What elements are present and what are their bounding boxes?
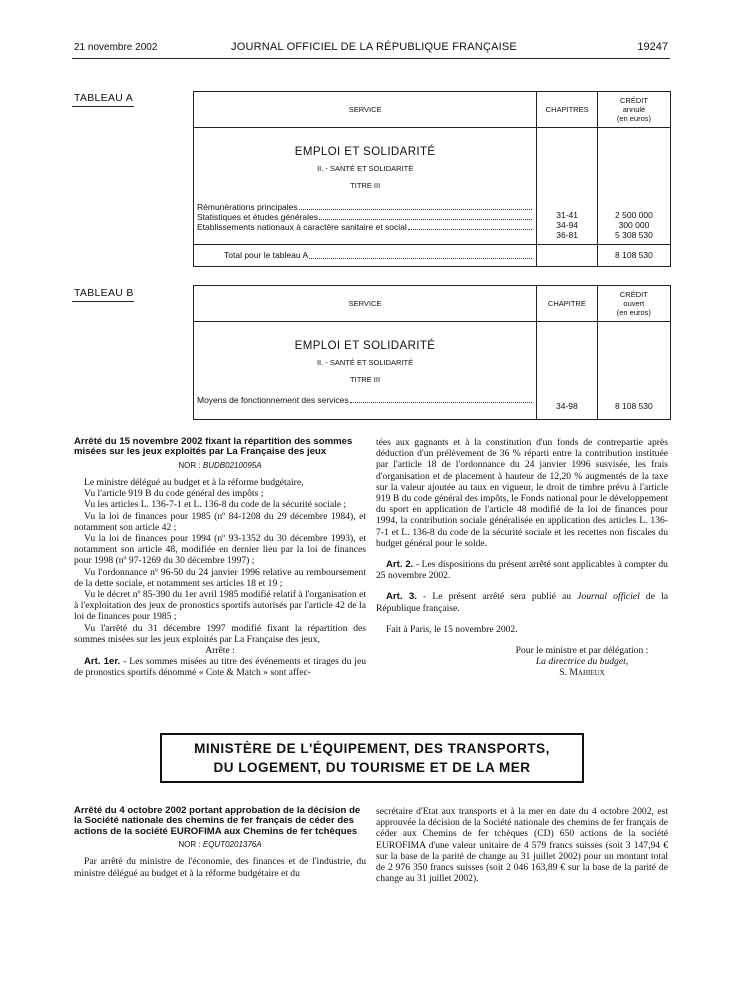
tableau-a-total-empty-cell	[537, 245, 598, 267]
tableau-a-credit-cell	[597, 128, 670, 245]
tableau-a-total-value-cell	[597, 245, 670, 267]
arrete-1-left-column	[74, 437, 366, 679]
table-row	[194, 222, 536, 232]
tableau-a-label: TABLEAU A	[74, 92, 134, 104]
tableau-b-label: TABLEAU B	[74, 287, 134, 299]
tableau-a-chapitres-cell	[537, 128, 598, 245]
section-heading: II. - SANTÉ ET SOLIDARITÉ	[317, 164, 414, 173]
tableau-a-total-label-cell	[194, 245, 537, 267]
ministry-banner-line: MINISTÈRE DE L'ÉQUIPEMENT, DES TRANSPORTS,	[194, 741, 550, 756]
article-2-label: Art. 2.	[386, 559, 414, 571]
article-3-text-b: de la République française.	[376, 591, 668, 614]
paragraph: Vu le décret nº 85-390 du 1er avril 1985 modifié relatif à l'organisation et à l'exploitation des jeux de pronostics sportifs autorisés par l'article 42 de la loi de finances pour 1985 ;	[74, 589, 366, 623]
arrete-word: Arrête :	[205, 645, 235, 657]
article-3-label: Art. 3.	[386, 591, 417, 603]
paragraph: Vu l'ordonnance nº 96-50 du 24 janvier 1996 relative au remboursement de la dette sociale, et notamment ses articles 18 et 19 ;	[74, 566, 366, 589]
paragraph: Vu la loi de finances pour 1985 (nº 84-1208 du 29 décembre 1984), et notamment son article 42 ;	[74, 510, 366, 533]
article-1-label: Art. 1er.	[84, 656, 121, 668]
row-label: Rémunérations principales	[197, 202, 298, 212]
credit-header-line: annulé	[622, 105, 646, 114]
credit-header-line: (en euros)	[616, 308, 651, 317]
tableau-b-col-chapitre: CHAPITRE	[537, 286, 598, 322]
article-2-text: - Les dispositions du présent arrêté sont applicables à compter du 25 novembre 2002.	[376, 559, 668, 582]
signature-block	[376, 645, 668, 679]
chapitre-value: 34-98	[556, 401, 578, 411]
arrete-2-nor	[74, 839, 366, 850]
credit-value: 300 000	[618, 220, 650, 230]
tableau-b-table	[193, 285, 671, 420]
header-date: 21 novembre 2002	[74, 42, 158, 53]
article-1-text: - Les sommes misées au titre des événements et tirages du jeu de pronostics sportifs dénommé « Cote & Match » sont affec-	[74, 656, 366, 679]
tableau-a-col-service: SERVICE	[194, 92, 537, 128]
arrete-2-title: Arrêté du 4 octobre 2002 portant approbation de la décision de la Société nationale des chemins de fer français de céder des actions de la société EUROFIMA aux Chemins de fer tchèques	[74, 805, 361, 837]
fait-a-paris: Fait à Paris, le 15 novembre 2002.	[386, 623, 518, 635]
tableau-b-underline	[72, 301, 134, 302]
tableau-b-col-credit	[597, 286, 670, 322]
paragraph: Vu la loi de finances pour 1994 (nº 93-1352 du 30 décembre 1993), et notamment son article 48, modifiée en dernier lieu par la loi de finances pour 1998 (nº 97-1269 du 30 décembre 1997) ;	[74, 533, 366, 567]
tableau-a-underline	[72, 106, 134, 107]
article-3-text-a: - Le présent arrêté sera publié au	[416, 591, 578, 603]
tableau-b-chapitre-cell	[537, 322, 598, 420]
credit-header-line: (en euros)	[616, 114, 652, 123]
tableau-a-table	[193, 91, 671, 267]
dot-leader	[299, 209, 533, 210]
titre-heading: TITRE III	[350, 181, 381, 190]
titre-heading: TITRE III	[350, 375, 381, 384]
credit-value: 2 500 000	[615, 210, 653, 220]
credit-header-line: ouvert	[623, 299, 645, 308]
row-label: Statistiques et études générales	[197, 212, 318, 222]
signature-name: S. Mahieux	[559, 667, 605, 679]
ministry-heading: EMPLOI ET SOLIDARITÉ	[294, 146, 436, 158]
arrete-2-left-column	[74, 806, 366, 879]
credit-header-line: CRÉDIT	[619, 290, 648, 299]
arrete-1-nor	[74, 460, 366, 471]
paragraph: Vu l'article 919 B du code général des impôts ;	[84, 488, 264, 500]
table-row	[194, 212, 536, 222]
tableau-a-col-chapitres: CHAPITRES	[537, 92, 598, 128]
nor-label: NOR :	[178, 460, 201, 470]
table-row	[194, 202, 536, 212]
ministry-banner	[160, 733, 584, 783]
tableau-b-service-cell	[194, 322, 537, 420]
tableau-a-service-cell	[194, 128, 537, 245]
header-journal-title: JOURNAL OFFICIEL DE LA RÉPUBLIQUE FRANÇAISE	[231, 41, 517, 53]
paragraph: Par arrêté du ministre de l'économie, des finances et de l'industrie, du ministre délégué au budget et à la réforme budgétaire et du	[74, 856, 366, 879]
header-rule	[72, 58, 670, 59]
nor-code: BUDB0210095A	[202, 460, 262, 470]
article-1-start	[74, 656, 366, 678]
row-label: Moyens de fonctionnement des services	[197, 395, 349, 405]
dot-leader	[350, 402, 532, 403]
article-1-continuation: tées aux gagnants et à la constitution d'un fonds de contrepartie après déduction d'un prélèvement de 36 % réparti entre la contribution instituée par l'article 18 de l'ordonnance du 24 janvier 1996 susvisée, les frais d'organisation et de placement à hauteur de 12,20 % augmentés de la taxe sur la valeur ajoutée au taux en vigueur, le droit de timbre prévu à l'article 919 B du code général des impôts, le Fonds national pour le développement du sport en application de l'article 48 modifié de la loi de finances pour 1994, la contribution sociale généralisée en application des articles L. 136-7-1 et L. 136-8 du code de la sécurité sociale et les recettes non fiscales du budget général pour le solde.	[376, 437, 668, 549]
paragraph: secrétaire d'Etat aux transports et à la mer en date du 4 octobre 2002, est approuvée la décision de la Société nationale des chemins de fer français de céder aux Chemins de fer tchèques (CD) 650 actions de la société EUROFIMA d'une valeur unitaire de 4 579 francs suisses (soit 3 147,94 € sur la base de la parité de change au 31 juillet 2002) pour un montant total de 2 976 350 francs suisses (soit 2 046 163,89 € sur la base de la parité de change au 31 juillet 2002).	[376, 806, 668, 885]
arrete-1-title: Arrêté du 15 novembre 2002 fixant la répartition des sommes misées sur les jeux exploités par La Française des jeux	[74, 436, 353, 458]
signature-line: La directrice du budget,	[535, 656, 629, 668]
paragraph: Vu l'arrêté du 31 décembre 1997 modifié fixant la répartition des sommes misées sur les jeux exploités par La Française des jeux,	[74, 622, 366, 645]
table-row	[194, 395, 536, 405]
dot-leader	[319, 219, 532, 220]
article-2	[376, 559, 668, 581]
chapitre-value: 36-81	[556, 230, 578, 240]
tableau-b-col-service: SERVICE	[194, 286, 537, 322]
arrete-1-right-column	[376, 437, 668, 679]
chapitre-value: 34-94	[556, 220, 578, 230]
credit-value: 8 108 530	[614, 401, 653, 411]
total-value: 8 108 530	[615, 250, 653, 261]
arrete-2-right-column	[376, 806, 668, 884]
credit-value: 5 308 530	[615, 230, 653, 240]
signature-line: Pour le ministre et par délégation :	[515, 645, 649, 657]
row-label: Etablissements nationaux à caractère sanitaire et social	[197, 222, 407, 232]
section-heading: II. - SANTÉ ET SOLIDARITÉ	[316, 358, 414, 367]
dot-leader	[309, 258, 532, 259]
paragraph: Le ministre délégué au budget et à la réforme budgétaire,	[84, 477, 304, 489]
nor-label: NOR :	[178, 840, 201, 850]
ministry-heading: EMPLOI ET SOLIDARITÉ	[294, 340, 436, 352]
article-3-journal: Journal officiel	[577, 591, 640, 603]
paragraph: Vu les articles L. 136-7-1 et L. 136-8 du code de la sécurité sociale ;	[84, 499, 347, 511]
ministry-banner-line: DU LOGEMENT, DU TOURISME ET DE LA MER	[213, 760, 531, 775]
tableau-a-col-credit	[597, 92, 670, 128]
header-page-number: 19247	[637, 41, 668, 53]
total-label: Total pour le tableau A	[224, 250, 309, 261]
tableau-b-credit-cell	[597, 322, 670, 420]
credit-header-line: CRÉDIT	[620, 96, 648, 105]
article-3	[376, 591, 668, 613]
nor-code: EQUT0201376A	[202, 840, 262, 850]
dot-leader	[408, 229, 533, 230]
chapitre-value: 31-41	[556, 210, 578, 220]
